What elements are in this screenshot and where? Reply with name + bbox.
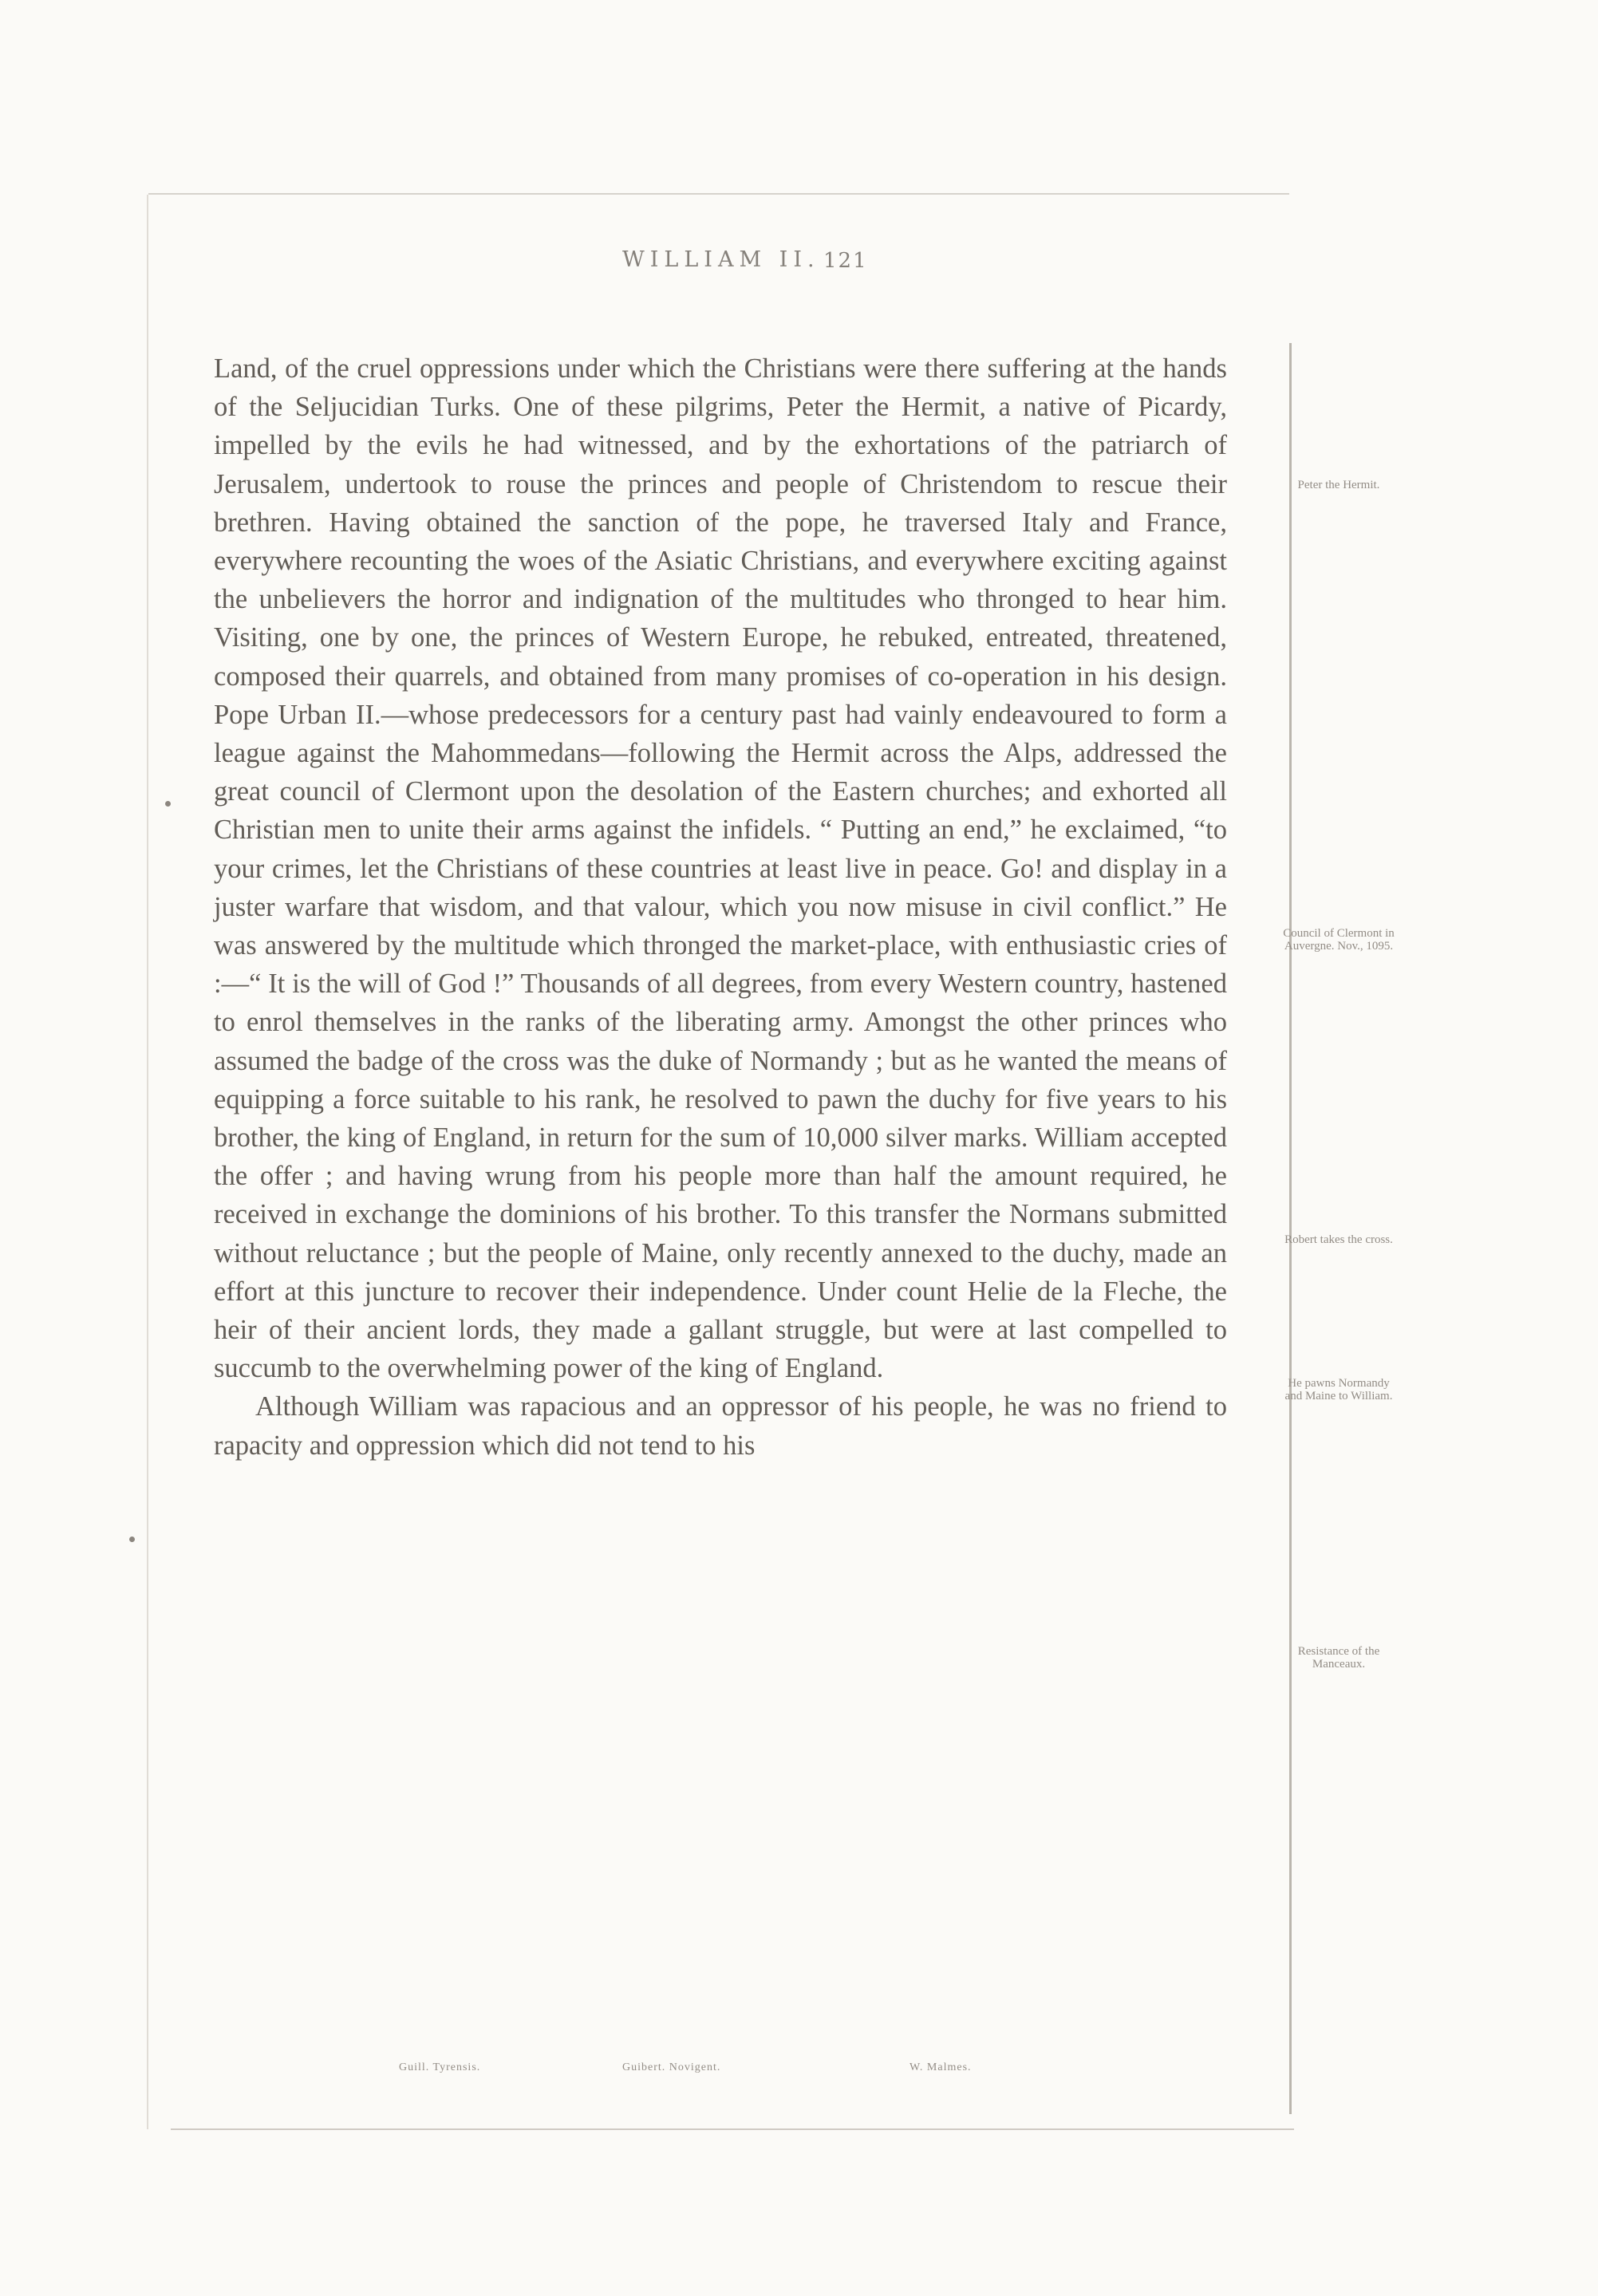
sidenote-he-pawns-normandy: He pawns Normandy and Maine to William. [1284,1377,1393,1402]
page-frame-left-rule [147,195,148,2129]
footnote-source: W. Malmes. [909,2061,972,2073]
margin-dot [129,1537,135,1542]
page-frame-bottom-rule [171,2128,1294,2130]
page-number: 121 [823,249,868,273]
sidenote-council-of-clermont: Council of Clermont in Auvergne. Nov., 1095. [1283,927,1395,953]
footnote-source: Guibert. Novigent. [622,2061,721,2073]
paragraph: Land, of the cruel oppressions under which the Christians were there suffering at the hands of the Seljucidian Turks. One of these pilgrims, Peter the Hermit, a native of Picardy, impelled by the evils he had witnessed, and by the exhortations of the patriarch of Jerusalem, undertook to rouse the princes and people of Christendom to rescue their brethren. Having obtained the sanction of the pope, he traversed Italy and France, everywhere recounting the woes of the Asiatic Christians, and everywhere exciting against the unbelievers the horror and indignation of the multitudes who thronged to hear him. Visiting, one by one, the princes of Western Europe, he rebuked, entreated, threatened, composed their quarrels, and obtained from many promises of co-operation in his design. Pope Urban II.—whose predecessors for a century past had vainly endeavoured to form a league against the Mahommedans—following the Hermit across the Alps, addressed the great council of Clermont upon the desolation of the Eastern churches; and exhorted all Christian men to unite their arms against the infidels. “ Putting an end,” he exclaimed, “to your crimes, let the Christians of these countries at least live in peace. Go! and display in a juster warfare that wisdom, and that valour, which you now misuse in civil conflict.” He was answered by the multitude which thronged the market-place, with enthusiastic cries of :—“ It is the will of God !” Thousands of all degrees, from every Western country, hastened to enrol themselves in the ranks of the liberating army. Amongst the other princes who assumed the badge of the cross was the duke of Normandy ; but as he wanted the means of equipping a force suitable to his rank, he resolved to pawn the duchy for five years to his brother, the king of England, in return for the sum of 10,000 silver marks. William accepted the offer ; and having wrung from his people more than half the amount required, he received in exchange the dominions of his brother. To this transfer the Normans submitted without reluctance ; but the people of Maine, only recently annexed to the duchy, made an effort at this juncture to recover their independence. Under count Helie de la Fleche, the heir of their ancient lords, they made a gallant struggle, but were at last compelled to succumb to the overwhelming power of the king of England. [214,353,1227,1384]
sidenote-resistance-manceaux: Resistance of the Manceaux. [1297,1645,1380,1671]
footnote-source: Guill. Tyrensis. [399,2061,481,2073]
page-frame-top-rule [148,193,1289,195]
sidenote-peter-the-hermit: Peter the Hermit. [1297,479,1380,491]
running-title: WILLIAM II. [622,247,820,272]
paragraph: Although William was rapacious and an oppressor of his people, he was no friend to rapacity and oppression which did not tend to his [214,1391,1227,1461]
margin-dot [165,801,171,807]
margin-rule [1289,343,1292,2114]
body-text [214,349,1227,1465]
sidenote-robert-takes-cross: Robert takes the cross. [1284,1233,1393,1246]
